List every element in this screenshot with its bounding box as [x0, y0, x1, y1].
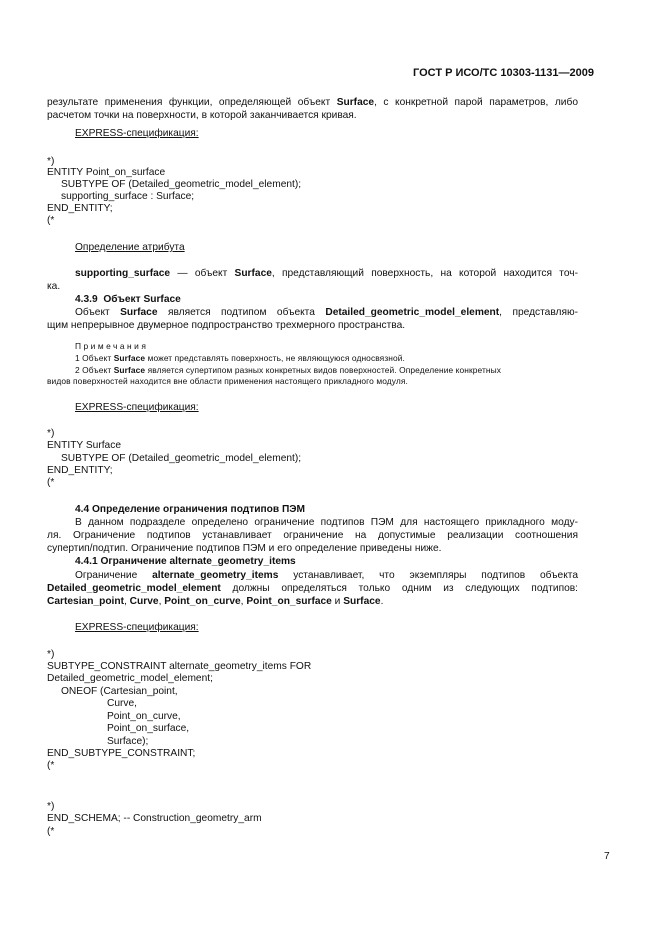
code-line: Curve,	[107, 698, 138, 709]
code-line: *)	[47, 156, 55, 167]
code-line: SUBTYPE_CONSTRAINT alternate_geometry_items FOR	[47, 661, 312, 672]
code-line: supporting_surface : Surface;	[61, 191, 195, 202]
code-line: Point_on_surface,	[107, 723, 190, 734]
express-label-3: EXPRESS-спецификация:	[75, 622, 199, 633]
code-line: ENTITY Point_on_surface	[47, 167, 166, 178]
section-4-4-line-3: супертип/подтип. Ограничение подтипов ПЭМ и его определение приведены ниже.	[47, 543, 442, 554]
code-line: END_SUBTYPE_CONSTRAINT;	[47, 748, 196, 759]
section-4-4-1-heading: 4.4.1 Ограничение alternate_geometry_items	[75, 556, 296, 567]
attribute-line-1: supporting_surface — объект Surface, представляющий поверхность, на которой находится точ-	[75, 268, 578, 279]
code-line: *)	[47, 428, 55, 439]
code-line: Point_on_curve,	[107, 711, 181, 722]
document-header: ГОСТ Р ИСО/ТС 10303-1131—2009	[413, 67, 594, 79]
section-4-4-1-line-1: Ограничение alternate_geometry_items устанавливает, что экземпляры подтипов объекта	[75, 570, 578, 581]
section-4-3-9-line-1: Объект Surface является подтипом объекта Detailed_geometric_model_element, представляю-	[75, 307, 578, 318]
note-2-line-2: видов поверхностей находится вне области применения настоящего прикладного модуля.	[47, 376, 408, 386]
express-label-1: EXPRESS-спецификация:	[75, 128, 199, 139]
code-line: Detailed_geometric_model_element;	[47, 673, 213, 684]
intro-line-2: расчетом точки на поверхности, в которой заканчивается кривая.	[47, 110, 357, 121]
code-line: (*	[47, 826, 55, 837]
section-4-4-1-line-3: Cartesian_point, Curve, Point_on_curve, Point_on_surface и Surface.	[47, 596, 384, 607]
code-line: END_SCHEMA; -- Construction_geometry_arm	[47, 813, 262, 824]
code-line: END_ENTITY;	[47, 465, 113, 476]
code-line: (*	[47, 760, 55, 771]
attribute-line-2: ка.	[47, 281, 61, 292]
code-line: ENTITY Surface	[47, 440, 121, 451]
note-1: 1 Объект Surface может представлять поверхность, не являющуюся односвязной.	[75, 353, 405, 363]
code-line: (*	[47, 215, 55, 226]
code-line: *)	[47, 801, 55, 812]
code-line: *)	[47, 649, 55, 660]
section-4-3-9-heading: 4.3.9 Объект Surface	[75, 294, 181, 305]
section-4-4-line-2: ля. Ограничение подтипов устанавливает ограничение на допустимые реализации соотношения	[47, 530, 578, 541]
page-number: 7	[604, 851, 610, 862]
section-4-4-heading: 4.4 Определение ограничения подтипов ПЭМ	[75, 504, 306, 515]
section-4-4-1-line-2: Detailed_geometric_model_element должны определяться только одним из следующих подтипов:	[47, 583, 578, 594]
intro-line-1: результате применения функции, определяющей объект Surface, с конкретной парой параметров, либо	[47, 97, 579, 108]
notes-heading: Примечания	[75, 341, 149, 351]
code-line: SUBTYPE OF (Detailed_geometric_model_element);	[61, 453, 302, 464]
code-line: Surface);	[107, 736, 149, 747]
code-line: (*	[47, 477, 55, 488]
section-4-4-line-1: В данном подразделе определено ограничение подтипов ПЭМ для настоящего прикладного моду-	[75, 517, 578, 528]
code-line: END_ENTITY;	[47, 203, 113, 214]
section-4-3-9-line-2: щим непрерывное двумерное подпространство трехмерного пространства.	[47, 320, 406, 331]
attribute-definition-label: Определение атрибута	[75, 242, 185, 253]
code-line: SUBTYPE OF (Detailed_geometric_model_element);	[61, 179, 302, 190]
code-line: ONEOF (Cartesian_point,	[61, 686, 178, 697]
express-label-2: EXPRESS-спецификация:	[75, 402, 199, 413]
note-2-line-1: 2 Объект Surface является супертипом разных конкретных видов поверхностей. Определение конкретных	[75, 365, 502, 375]
